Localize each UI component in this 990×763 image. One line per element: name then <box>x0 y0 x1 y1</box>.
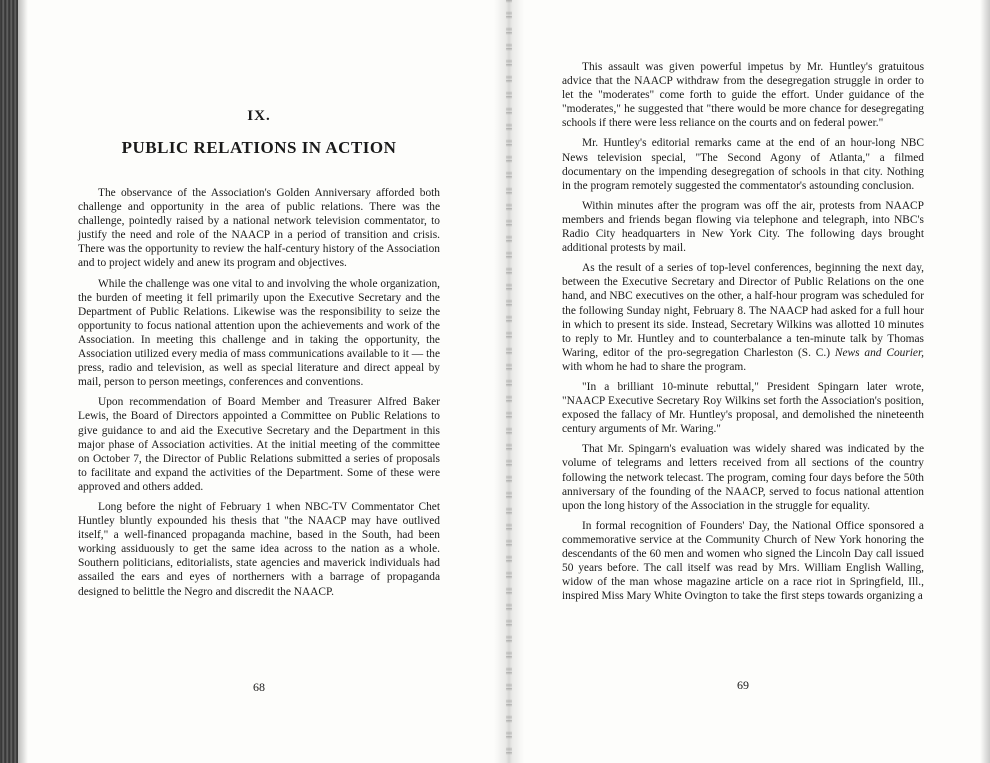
paragraph <box>562 261 924 374</box>
paragraph: Mr. Huntley's editorial remarks came at the end of an hour-long NBC News television special, "The Second Agony of Atlanta," a filmed documentary on the impending desegregation of schools in that city. Nothing in the program remotely suggested the commentator's astounding conclusion. <box>562 137 924 192</box>
paragraph: In formal recognition of Founders' Day, the National Office sponsored a commemorative service at the Community Church of New York honoring the descendants of the 60 men and women who signed the Lincoln Day call issued 50 years before. The call itself was read by Mrs. William English Walling, widow of the man whose magazine article on a race riot in Springfield, Ill., inspired Miss Mary White Ovington to take the first steps towards organizing a <box>562 519 924 603</box>
chapter-title: PUBLIC RELATIONS IN ACTION <box>121 138 397 157</box>
left-page-body <box>78 186 440 605</box>
right-page-edge <box>980 0 990 763</box>
paragraph: This assault was given powerful impetus by Mr. Huntley's gratuitous advice that the NAACP withdraw from the desegregation struggle in order to let the "moderates" come forth to guide the effort. Under guidance of the "moderates," he suggested that "there would be more chance for desegregating schools if there were less reliance on the courts and on federal power." <box>562 61 924 130</box>
gutter-speckle <box>506 0 512 763</box>
right-page-body <box>562 60 924 609</box>
paragraph: Upon recommendation of Board Member and Treasurer Alfred Baker Lewis, the Board of Directors appointed a Committee on Public Relations to give guidance to and aid the Executive Secretary and the Department in this major phase of Association activities. At the initial meeting of the committee on October 7, the Director of Public Relations submitted a series of proposals to facilitate and expand the activities of the Department. Some of these were approved and others added. <box>78 396 440 493</box>
paragraph: That Mr. Spingarn's evaluation was widely shared was indicated by the volume of telegrams and letters received from all sections of the country following the network telecast. The program, coming four days before the 50th anniversary of the founding of the NAACP, served to focus national attention upon the long history of the Association in the struggle for equality. <box>562 443 924 512</box>
paragraph: While the challenge was one vital to and involving the whole organization, the burden of meeting it fell primarily upon the Executive Secretary and the Department of Public Relations. Likewise was the responsibility to seize the opportunity to focus national attention upon the achievements and work of the Association. In meeting this challenge and in taking the opportunity, the Association utilized every media of mass communications available to it — the press, radio and television, as well as special literature and direct appeal by mail, person to person meetings, conferences and conventions. <box>78 277 440 389</box>
paragraph-text-tail: with whom he had to share the program. <box>562 360 747 373</box>
chapter-number: IX. <box>247 108 271 124</box>
paragraph: Long before the night of February 1 when NBC-TV Commentator Chet Huntley bluntly expounded his thesis that "the NAACP may have outlived itself," a well-financed propaganda machine, based in the South, had been working assiduously to get the same idea across to the nation as a whole. Southern politicians, editorialists, state agencies and maverick individuals had assailed the ears and eyes of northerners with a barrage of propaganda designed to belittle the Negro and discredit the NAACP. <box>78 500 440 598</box>
paragraph: The observance of the Association's Golden Anniversary afforded both challenge and opportunity in the area of public relations. There was the challenge, pointedly raised by a national network television commentator, to justify the need and role of the NAACP in a period of transition and crisis. There was the opportunity to review the half-century history of the Association and to project widely and anew its program and objectives. <box>78 187 440 270</box>
paragraph: Within minutes after the program was off the air, protests from NAACP members and friends began flowing via telephone and telegraph, into NBC's Radio City headquarters in New York City. The following days brought additional protests by mail. <box>562 199 924 255</box>
page-number-right: 69 <box>737 678 749 692</box>
paragraph: "In a brilliant 10-minute rebuttal," President Spingarn later wrote, "NAACP Executive Secretary Roy Wilkins set forth the Association's position, exposed the fallacy of Mr. Huntley's proposal, and demolished the nineteenth century arguments of Mr. Waring." <box>562 380 924 436</box>
book-binding-edge <box>0 0 18 763</box>
newspaper-title: News and Courier, <box>834 346 925 359</box>
page-number-left: 68 <box>253 680 265 694</box>
paragraph-text: As the result of a series of top-level conferences, beginning the next day, between the Executive Secretary and Director of Public Relations on the one hand, and NBC executives on the other, a half-hour program was scheduled for the following Sunday night, February 8. The NAACP had asked for a full hour in which to present its side. Instead, Secretary Wilkins was allotted 10 minutes to reply to Mr. Huntley and to counterbalance a ten-minute talk by Thomas Waring, editor of the pro-segregation Charleston (S. C.) <box>562 262 924 359</box>
